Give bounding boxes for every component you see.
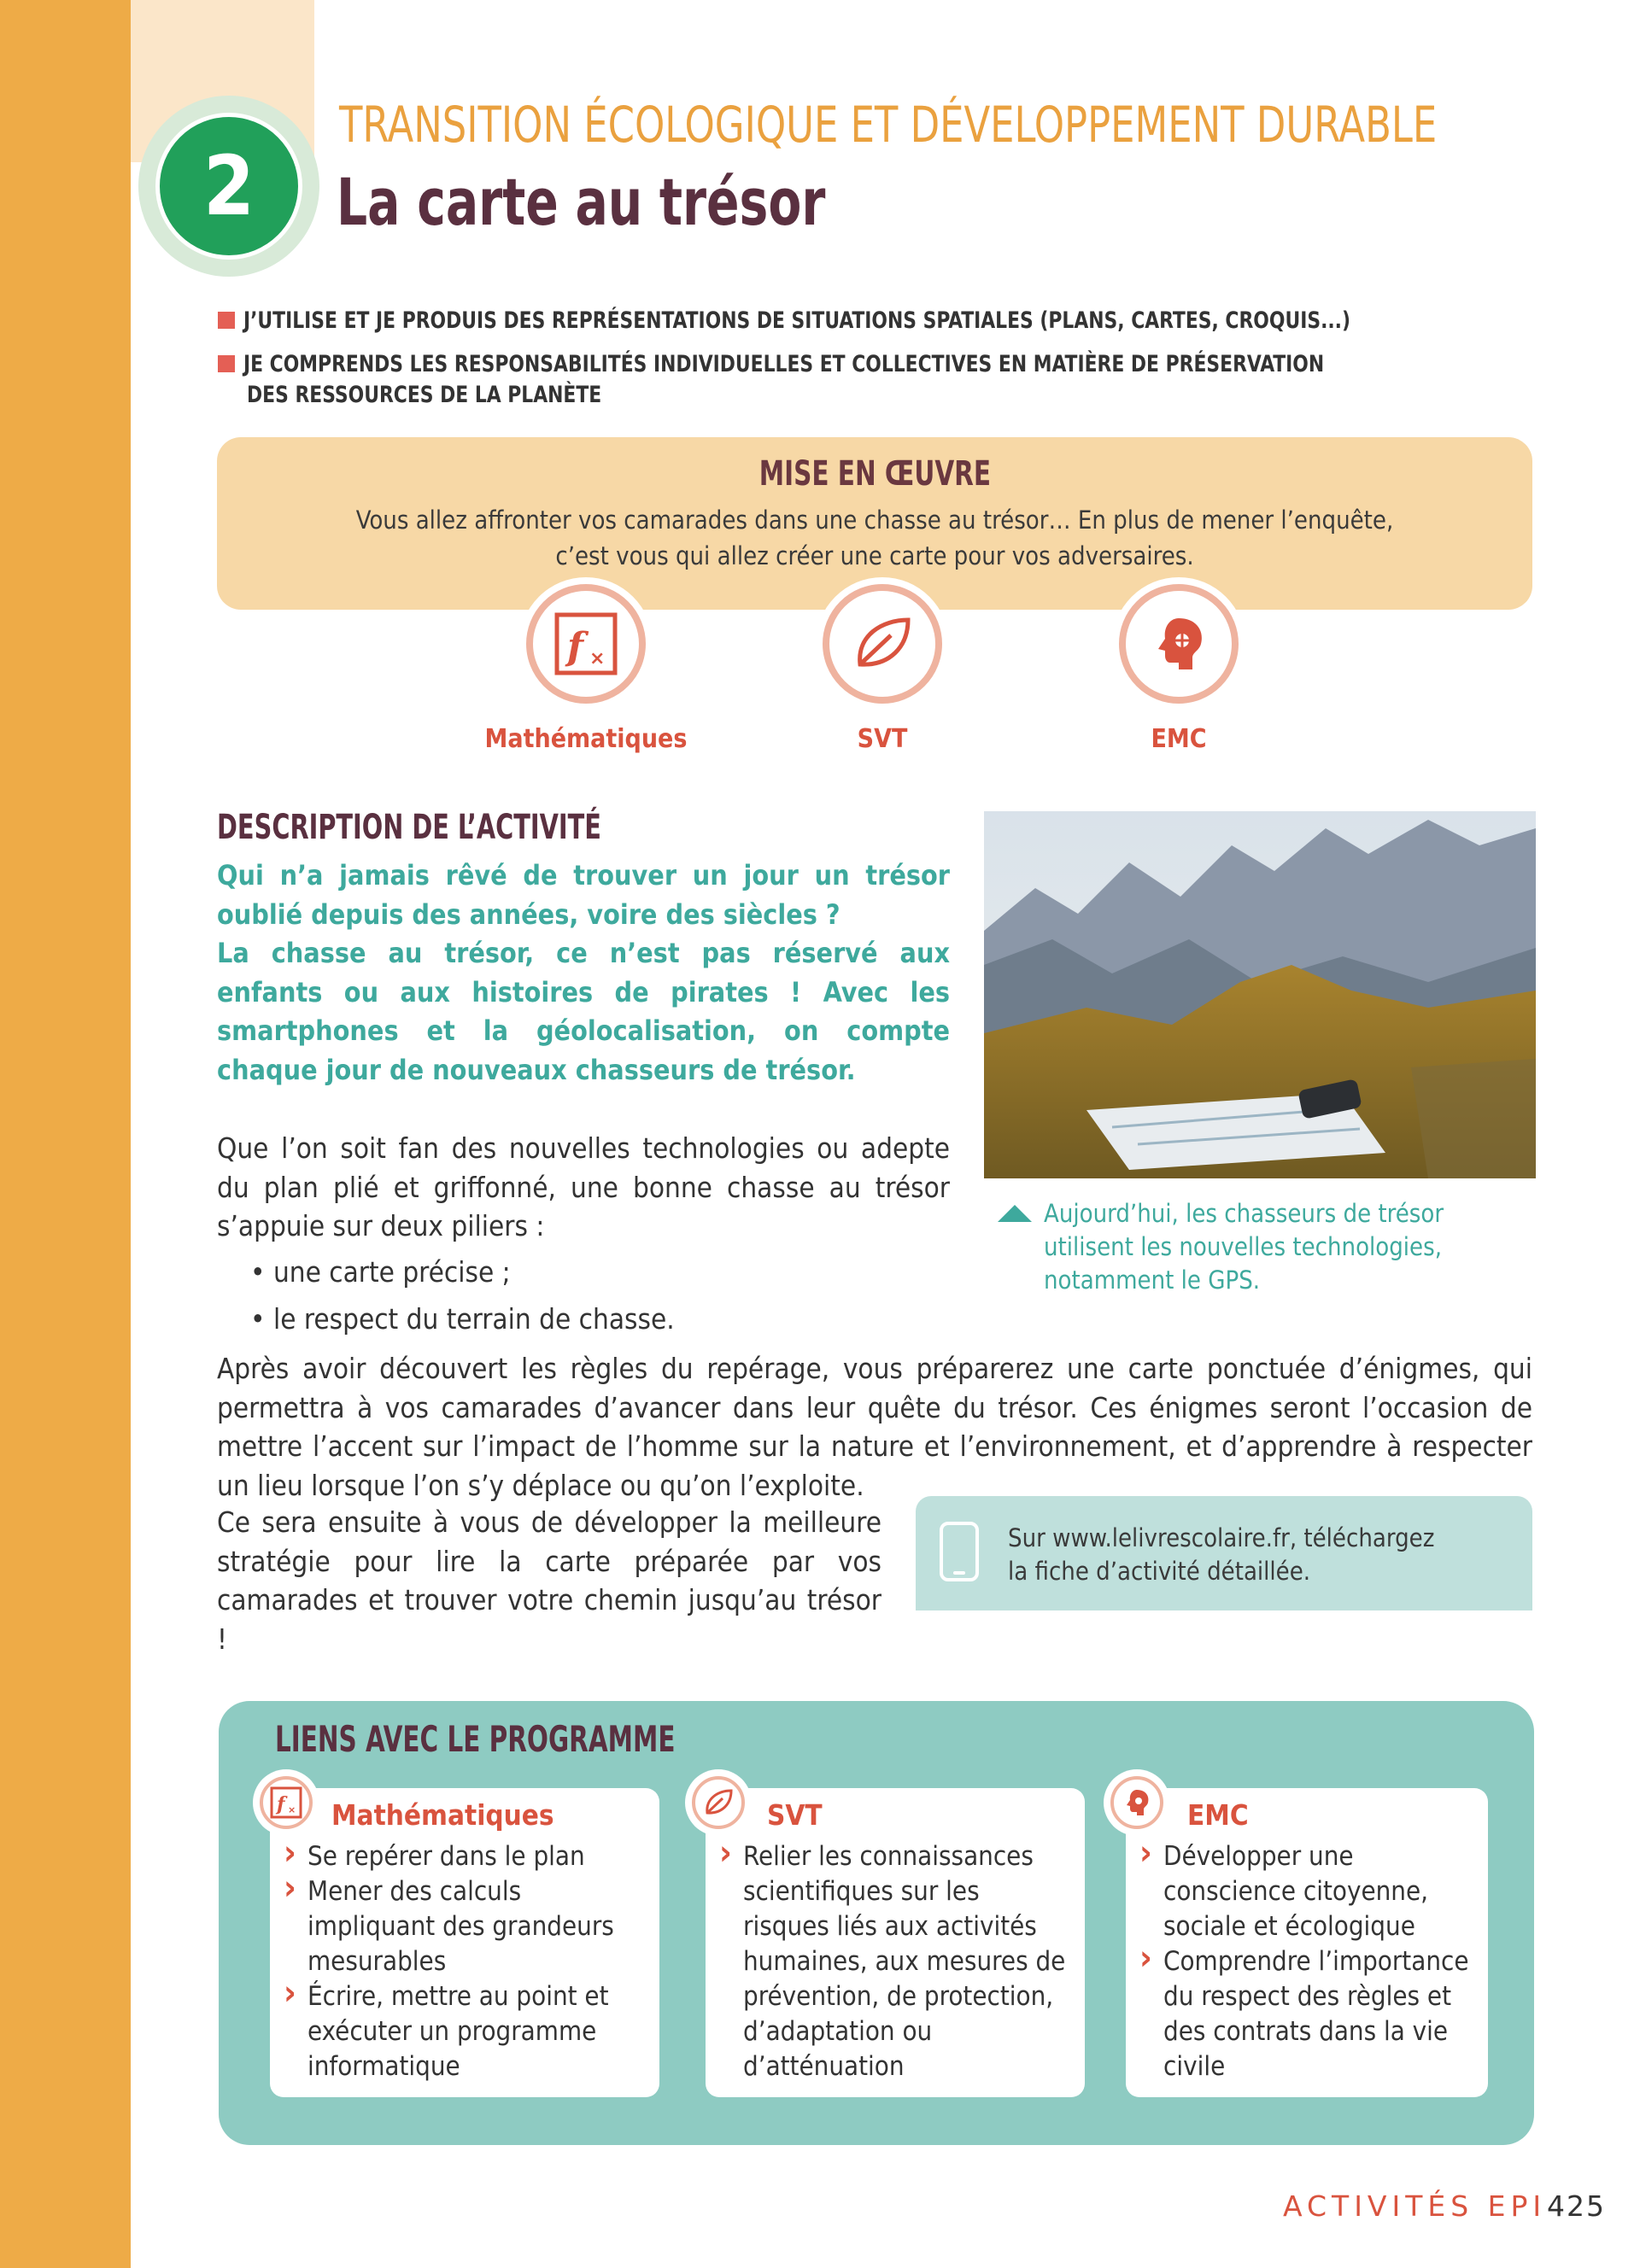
list-item: › Mener des calculs impliquant des grandeurs mesurables	[284, 1874, 642, 1979]
download-text: Sur www.lelivrescolaire.fr, téléchargez la fiche d’activité détaillée.	[1008, 1523, 1435, 1586]
footer-section-label: ACTIVITÉS EPI	[1283, 2189, 1547, 2223]
subject-math	[519, 577, 653, 710]
liens-programme-title: LIENS AVEC LE PROGRAMME	[275, 1718, 676, 1760]
program-card-emc	[1126, 1788, 1488, 2097]
description-heading: DESCRIPTION DE L’ACTIVITÉ	[217, 808, 601, 847]
card-list	[719, 1839, 1069, 2084]
leaf-icon	[685, 1769, 752, 1836]
leaf-icon	[823, 584, 942, 704]
program-card-svt	[706, 1788, 1085, 2097]
list-item: › Écrire, mettre au point et exécuter un programme informatique	[284, 1979, 642, 2084]
objective-item	[218, 349, 1444, 380]
objective-text: DES RESSOURCES DE LA PLANÈTE	[247, 382, 602, 408]
page-title: La carte au trésor	[337, 164, 826, 240]
page-number: 425	[1547, 2189, 1606, 2223]
objective-item	[218, 306, 1473, 336]
description-lead: Qui n’a jamais rêvé de trouver un jour un trésor oublié depuis des années, voire des siècles ? La chasse au trésor, ce n’est pas réservé aux enfants ou aux histoires de pirates ! Avec les smartphones et la géolocalisation, on compte chaque jour de nouveaux chasseurs de trésor.	[217, 859, 950, 1086]
objective-text: JE COMPRENDS LES RESPONSABILITÉS INDIVIDUELLES ET COLLECTIVES EN MATIÈRE DE PRÉSERVATION	[243, 351, 1325, 377]
chapter-number-badge: 2	[155, 113, 302, 260]
card-title: EMC	[1187, 1798, 1249, 1832]
mise-en-oeuvre-text: Vous allez affronter vos camarades dans une chasse au trésor… En plus de mener l’enquête, c’est vous qui allez créer une carte pour vos adversaires.	[355, 506, 1394, 570]
objective-text: J’UTILISE ET JE PRODUIS DES REPRÉSENTATIONS DE SITUATIONS SPATIALES (PLANS, CARTES, CROQUIS...)	[243, 307, 1350, 334]
bullet-item: • le respect du terrain de chasse.	[250, 1302, 675, 1336]
svg-text:f: f	[277, 1793, 285, 1815]
card-title: SVT	[767, 1798, 823, 1832]
list-item: › Se repérer dans le plan	[284, 1839, 642, 1874]
bullet-square-icon	[218, 312, 235, 329]
head-profile-icon	[1104, 1769, 1170, 1836]
card-list	[284, 1839, 642, 2084]
bullet-item: • une carte précise ;	[250, 1255, 511, 1289]
download-info-box	[916, 1496, 1532, 1610]
svg-text:×: ×	[589, 648, 606, 669]
math-function-icon	[253, 1769, 319, 1836]
card-title: Mathématiques	[331, 1798, 554, 1832]
photo-caption: Aujourd’hui, les chasseurs de trésor utilisent les nouvelles technologies, notamment le GPS.	[1044, 1199, 1444, 1295]
list-item: › Relier les connaissances scientifiques sur les risques liés aux activités humaines, aux mesures de prévention, de protection, d’adaptation ou d’atténuation	[719, 1839, 1069, 2084]
svg-text:f: f	[567, 625, 583, 669]
bullet-square-icon	[218, 355, 235, 372]
svg-text:×: ×	[288, 1804, 296, 1815]
phone-icon	[940, 1522, 979, 1581]
subject-label-emc: EMC	[1151, 724, 1207, 754]
mountain-map-gps-photo	[984, 811, 1536, 1178]
card-list	[1139, 1839, 1478, 2084]
description-paragraph: Après avoir découvert les règles du repérage, vous préparerez une carte ponctuée d’énigmes, qui permettra à vos camarades d’avancer dans leur quête du trésor. Ces énigmes seront l’occasion de mettre l’accent sur l’impact de l’homme sur la nature et l’environnement, et d’apprendre à respecter un lieu lorsque l’on s’y déplace ou qu’on l’exploite.	[217, 1352, 1532, 1502]
list-item: › Comprendre l’importance du respect des règles et des contrats dans la vie civile	[1139, 1944, 1478, 2084]
list-item: › Développer une conscience citoyenne, sociale et écologique	[1139, 1839, 1478, 1944]
math-function-icon	[526, 584, 646, 704]
head-profile-icon	[1119, 584, 1239, 704]
subject-emc	[1112, 577, 1245, 710]
subject-label-math: Mathématiques	[484, 724, 688, 754]
left-margin-band	[0, 0, 131, 2268]
caption-triangle-icon	[998, 1205, 1032, 1222]
subject-label-svt: SVT	[857, 724, 908, 754]
mise-en-oeuvre-title: MISE EN ŒUVRE	[758, 454, 991, 494]
objective-item-continuation	[247, 380, 641, 411]
liens-programme-box	[219, 1701, 1534, 2145]
theme-heading: TRANSITION ÉCOLOGIQUE ET DÉVELOPPEMENT DURABLE	[339, 96, 1438, 154]
description-paragraph: Ce sera ensuite à vous de développer la meilleure stratégie pour lire la carte préparée par vos camarades et trouver votre chemin jusqu’au trésor !	[217, 1505, 882, 1656]
subject-svt	[816, 577, 949, 710]
description-paragraph: Que l’on soit fan des nouvelles technologies ou adepte du plan plié et griffonné, une bonne chasse au trésor s’appuie sur deux piliers :	[217, 1131, 950, 1242]
program-card-math	[270, 1788, 659, 2097]
